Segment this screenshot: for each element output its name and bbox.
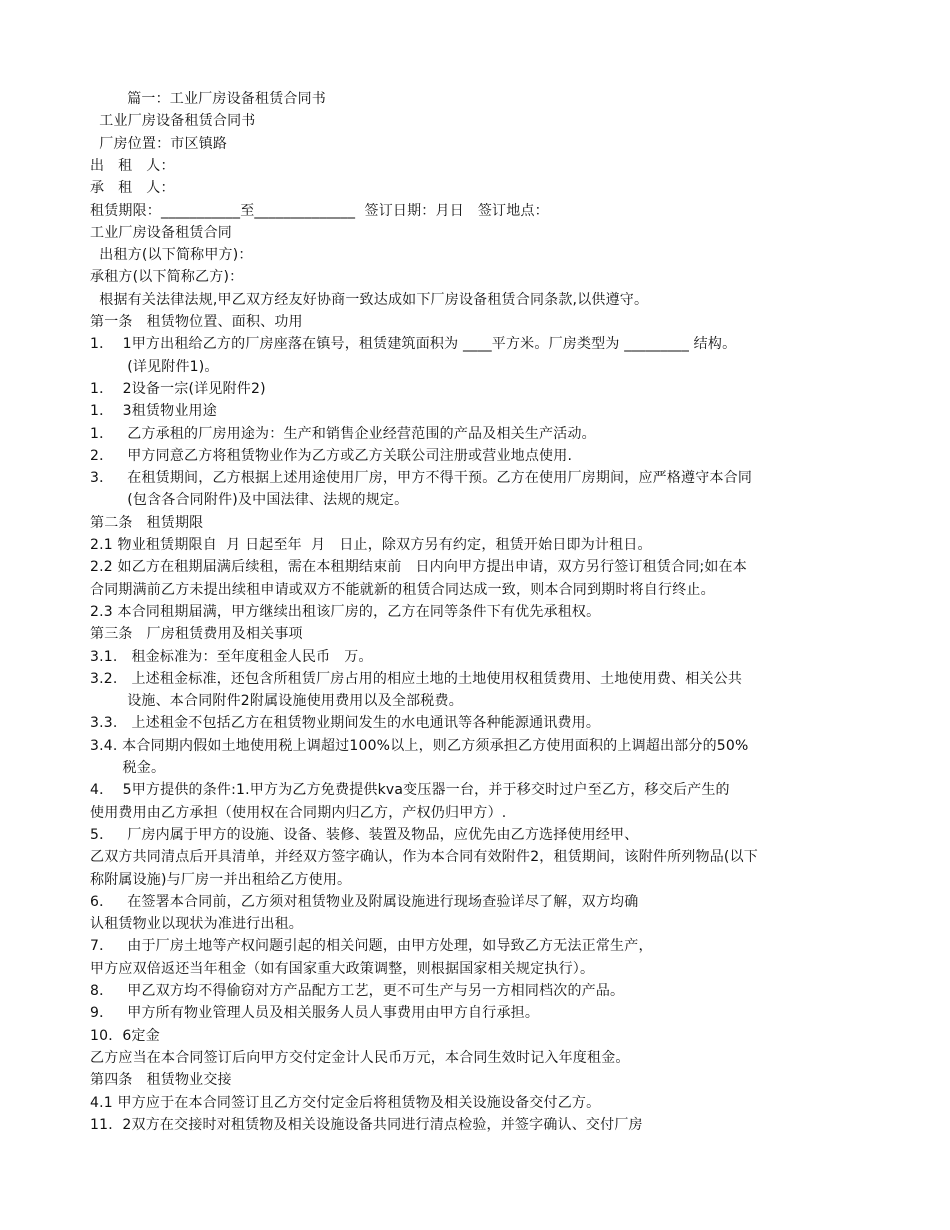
document-line: 7． 由于厂房土地等产权问题引起的相关问题，由甲方处理，如导致乙方无法正常生产， — [90, 938, 653, 954]
document-line: 认租赁物业以现状为准进行出租。 — [90, 916, 303, 932]
document-line: 1． 乙方承租的厂房用途为：生产和销售企业经营范围的产品及相关生产活动。 — [90, 426, 596, 442]
document-line: 4． 5甲方提供的条件:1.甲方为乙方免费提供kva变压器一台，并于移交时过户至乙方，移交后产生的 — [90, 782, 730, 798]
document-line: 第四条 租赁物业交接 — [90, 1072, 232, 1088]
document-line: 11．2双方在交接时对租赁物及相关设施设备共同进行清点检验，并签字确认、交付厂房 — [90, 1117, 643, 1133]
document-line: 工业厂房设备租赁合同书 — [90, 113, 256, 129]
document-line: 使用费用由乙方承担（使用权在合同期内归乙方，产权仍归甲方）. — [90, 805, 507, 821]
document-line: 乙双方共同清点后开具清单，并经双方签字确认，作为本合同有效附件2，租赁期间，该附件所列物品(以下 — [90, 849, 758, 865]
document-line: 租赁期限：___________至______________ 签订日期：月日 签订地点： — [90, 203, 549, 219]
document-line: (包含各合同附件)及中国法律、法规的规定。 — [90, 492, 409, 508]
document-line: 甲方应双倍返还当年租金（如有国家重大政策调整，则根据国家相关规定执行）。 — [90, 961, 595, 977]
document-line: (详见附件1)。 — [90, 359, 219, 375]
document-line: 5． 厂房内属于甲方的设施、设备、装修、装置及物品，应优先由乙方选择使用经甲、 — [90, 827, 639, 843]
document-line: 篇一：工业厂房设备租赁合同书 — [90, 91, 327, 107]
document-line: 税金。 — [90, 760, 166, 776]
document-line: 第一条 租赁物位置、面积、功用 — [90, 314, 303, 330]
document-line: 1． 1甲方出租给乙方的厂房座落在镇号，租赁建筑面积为 ____平方米。厂房类型为 _________ 结构。 — [90, 336, 737, 352]
document-line: 根据有关法律法规,甲乙双方经友好协商一致达成如下厂房设备租赁合同条款,以供遵守。 — [90, 292, 649, 308]
document-line: 设施、本合同附件2附属设施使用费用以及全部税费。 — [90, 693, 463, 709]
document-line: 承 租 人： — [90, 180, 175, 196]
document-line: 承租方(以下简称乙方)： — [90, 269, 244, 285]
document-line: 3.4. 本合同期内假如土地使用税上调超过100%以上，则乙方须承担乙方使用面积的上调超出部分的50% — [90, 738, 749, 754]
document-line: 2.1 物业租赁期限自 月 日起至年 月 日止，除双方另有约定，租赁开始日即为计租日。 — [90, 537, 652, 553]
document-line: 1． 2设备一宗(详见附件2) — [90, 381, 266, 397]
document-line: 3.1. 租金标准为：至年度租金人民币 万。 — [90, 649, 373, 665]
document-line: 第三条 厂房租赁费用及相关事项 — [90, 626, 303, 642]
document-line: 称附属设施)与厂房一并出租给乙方使用。 — [90, 872, 352, 888]
document-line: 3． 在租赁期间，乙方根据上述用途使用厂房，甲方不得干预。乙方在使用厂房期间，应严格遵守本合同 — [90, 470, 753, 486]
document-line: 合同期满前乙方未提出续租申请或双方不能就新的租赁合同达成一致，则本合同到期时将自行终止。 — [90, 582, 715, 598]
document-line: 工业厂房设备租赁合同 — [90, 225, 232, 241]
document-line: 出 租 人： — [90, 158, 175, 174]
document-line: 4.1 甲方应于在本合同签订且乙方交付定金后将租赁物及相关设施设备交付乙方。 — [90, 1095, 601, 1111]
document-line: 2.2 如乙方在租期届满后续租，需在本租期结束前 日内向甲方提出申请，双方另行签订租赁合同;如在本 — [90, 559, 747, 575]
document-line: 乙方应当在本合同签订后向甲方交付定金计人民币万元，本合同生效时记入年度租金。 — [90, 1050, 630, 1066]
document-line: 2． 甲方同意乙方将租赁物业作为乙方或乙方关联公司注册或营业地点使用. — [90, 448, 573, 464]
document-line: 3.3. 上述租金不包括乙方在租赁物业期间发生的水电通讯等各种能源通讯费用。 — [90, 715, 601, 731]
document-line: 6． 在签署本合同前，乙方须对租赁物业及附属设施进行现场查验详尽了解，双方均确 — [90, 894, 639, 910]
document-line: 第二条 租赁期限 — [90, 515, 204, 531]
document-line: 出租方(以下简称甲方)： — [90, 247, 253, 263]
document-line: 10．6定金 — [90, 1028, 160, 1044]
document-line: 2.3 本合同租期届满，甲方继续出租该厂房的，乙方在同等条件下有优先承租权。 — [90, 604, 601, 620]
document-line: 厂房位置：市区镇路 — [90, 136, 228, 152]
document-line: 1． 3租赁物业用途 — [90, 403, 217, 419]
document-line: 9． 甲方所有物业管理人员及相关服务人员人事费用由甲方自行承担。 — [90, 1005, 540, 1021]
document-line: 3.2. 上述租金标准，还包含所租赁厂房占用的相应土地的土地使用权租赁费用、土地使用费、相关公共 — [90, 671, 743, 687]
document-line: 8． 甲乙双方均不得偷窃对方产品配方工艺，更不可生产与另一方相同档次的产品。 — [90, 983, 625, 999]
